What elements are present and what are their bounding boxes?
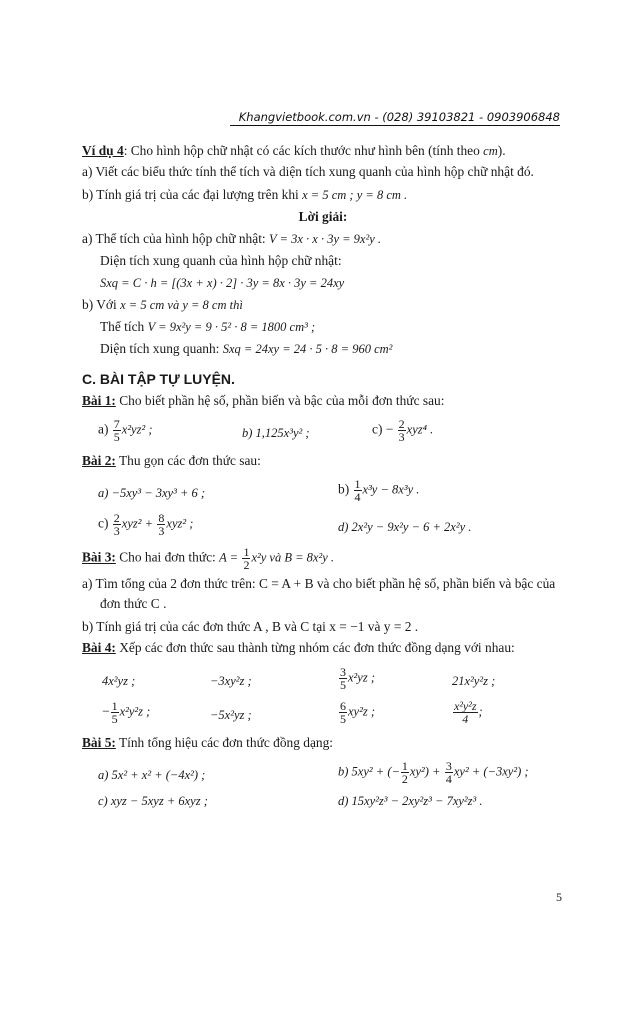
exercise-3-label: Bài 3: [82,549,116,565]
example-part-b: b) Tính giá trị của các đại lượng trên khi x = 5 cm ; y = 8 cm . [82,187,408,202]
page-number: 5 [556,890,562,904]
section-title: C. BÀI TẬP TỰ LUYỆN. [82,371,235,387]
solution-b: b) Với x = 5 cm và y = 8 cm thì [82,297,243,312]
fraction: $\frac{8}{3}$ [158,511,165,538]
exercise-2-b: b) $\frac{1}{4}$ x³y − 8x³y . [338,477,420,504]
solution-volume: Thể tích V = 9x²y = 9 · 5² · 8 = 1800 cm³ ; [100,319,316,334]
exercise-5-row1 [82,754,564,788]
solution-title: Lời giải: [298,209,348,224]
fraction: $\frac{1}{2}$ [243,545,250,572]
monomial: 21x²y²z ; [452,674,496,688]
exercise-4-row1 [82,660,564,694]
fraction: $\frac{3}{5}$ [340,665,346,692]
exercise-2-label: Bài 2: [82,453,116,468]
exercise-3-a: a) Tìm tổng của 2 đơn thức trên: C = A + B và cho biết phần hệ số, phần biến và bậc của đơn thức C . [82,576,556,611]
example-intro: Ví dụ 4: Cho hình hộp chữ nhật có các kích thước như hình bên (tính theo cm). [82,143,506,158]
exercise-1: Bài 1: Cho biết phần hệ số, phần biến và bậc của mỗi đơn thức sau: [82,393,445,408]
fraction: $\frac{2}{3}$ [113,511,120,538]
solution-area-text: Diện tích xung quanh của hình hộp chữ nhật: [100,253,342,268]
monomial: $\frac{6}{5}$ xy²z ; [340,699,375,726]
monomial: − $\frac{1}{5}$ x²y²z ; [102,699,151,726]
exercise-1-b: b) 1,125x³y² ; [242,426,310,440]
header-contact: Khangvietbook.com.vn - (028) 39103821 - 0903906848 [230,110,560,126]
monomial: −3xy²z ; [210,674,252,688]
fraction: $\frac{2}{3}$ [398,417,405,444]
monomial: 4x²yz ; [102,674,136,688]
exercise-2-c: c) $\frac{2}{3}$ xyz² + $\frac{8}{3}$ xyz² ; [98,511,194,538]
fraction: $\frac{\text{x²y²z}}{4}$ [454,699,477,726]
exercise-2-row2 [82,506,564,540]
exercise-5-row2 [82,790,564,812]
monomial: $\frac{\text{x²y²z}}{4}$ ; [454,699,483,726]
exercise-4-row2 [82,694,564,728]
example-part-a: a) Viết các biểu thức tính thể tích và diện tích xung quanh của hình hộp chữ nhật đó. [82,164,534,179]
exercise-1-label: Bài 1: [82,393,116,408]
exercise-2-d: d) 2x²y − 9x²y − 6 + 2x²y . [338,520,472,534]
monomial: $\frac{3}{5}$ x²yz ; [340,665,375,692]
fraction: $\frac{7}{5}$ [113,417,120,444]
exercise-1-c: c) − $\frac{2}{3}$ xyz⁴ . [372,417,434,444]
exercise-1-items [82,412,564,446]
fraction: $\frac{1}{5}$ [111,699,118,726]
exercise-1-a: a) $\frac{7}{5}$ x²yz² ; [98,417,153,444]
page-body [82,140,564,812]
fraction: $\frac{3}{4}$ [445,759,452,786]
solution-a: a) Thể tích của hình hộp chữ nhật: V = 3x · x · 3y = 9x²y . [82,231,382,246]
monomial: −5x²yz ; [210,708,252,722]
exercise-5: Bài 5: Tính tổng hiệu các đơn thức đồng dạng: [82,735,333,750]
exercise-5-d: d) 15xy²z³ − 2xy²z³ − 7xy²z³ . [338,794,483,808]
example-label: Ví dụ 4 [82,143,124,158]
exercise-4: Bài 4: Xếp các đơn thức sau thành từng nhóm các đơn thức đồng dạng với nhau: [82,640,515,655]
exercise-4-label: Bài 4: [82,640,116,655]
fraction: $\frac{6}{5}$ [340,699,346,726]
solution-lateral-area: Diện tích xung quanh: Sxq = 24xy = 24 · 5 · 8 = 960 cm² [100,341,393,356]
exercise-2-row1 [82,472,564,506]
exercise-5-label: Bài 5: [82,735,116,750]
exercise-3: Bài 3: Cho hai đơn thức: A = $\frac{1}{2}$ x²y và B = 8x²y . [82,545,335,572]
fraction: $\frac{1}{4}$ [354,477,361,504]
solution-area-formula: Sxq = C · h = [(3x + x) · 2] · 3y = 8x · 3y = 24xy [100,276,345,290]
exercise-5-b: b) 5xy² + (− $\frac{1}{2}$ xy²) + $\frac{3}{4}$ xy² + (−3xy²) ; [338,759,529,786]
exercise-5-a: a) 5x² + x² + (−4x²) ; [98,768,206,782]
exercise-2: Bài 2: Thu gọn các đơn thức sau: [82,453,261,468]
exercise-3-b: b) Tính giá trị của các đơn thức A , B và C tại x = −1 và y = 2 . [82,619,419,634]
exercise-5-c: c) xyz − 5xyz + 6xyz ; [98,794,208,808]
fraction: $\frac{1}{2}$ [401,759,408,786]
exercise-2-a: a) −5xy³ − 3xy³ + 6 ; [98,486,206,500]
